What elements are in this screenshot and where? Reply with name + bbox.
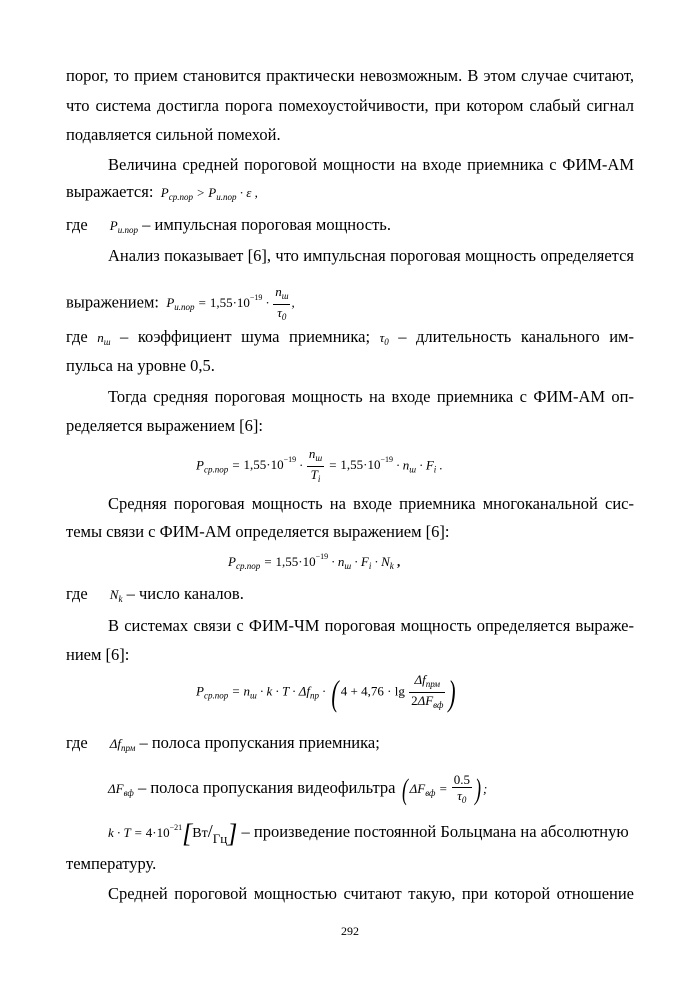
text-line: Величина средней пороговой мощности на входе приемника с ФИМ-АМ <box>108 155 634 174</box>
inline-formula: $\Delta f_{прм}$ <box>109 736 136 753</box>
text-line: Средней пороговой мощностью считают такую, при которой отношение <box>108 884 634 903</box>
formula-line <box>108 818 634 849</box>
formula-line <box>66 584 634 609</box>
inline-formula: $P_{и.пор}$ <box>109 218 138 235</box>
text-fragment: – длительность канального им- <box>398 327 634 346</box>
formula-line <box>66 327 634 352</box>
text-line: Анализ показывает [6], что импульсная пороговая мощность определяется <box>108 246 634 265</box>
text-fragment: – полоса пропускания видеофильтра <box>137 777 396 797</box>
text-line: порог, то прием становится практически невозможным. В этом случае считают, <box>66 66 634 85</box>
text-fragment: – число каналов. <box>126 584 244 603</box>
text-fragment: – импульсная пороговая мощность. <box>142 215 391 234</box>
text-line: Средняя пороговая мощность на входе приемника многоканальной сис- <box>108 494 634 513</box>
text-fragment: выражением: <box>66 292 159 312</box>
display-formula: $P_{ср.пор} = 1,55\cdot 10^{-19}$ · $\frac{n_ш}{T_i}$ = $1,55\cdot 10^{-19} \cdot n_ш \cdot F_i$ . <box>196 446 443 484</box>
formula-line <box>66 182 634 207</box>
text-fragment: где <box>66 327 88 346</box>
display-formula: $P_{ср.пор} = 1,55\cdot 10^{-19} \cdot n_ш \cdot F_i \cdot N_k$ , <box>228 552 401 571</box>
text-fragment: где <box>66 215 88 234</box>
text-line: пульса на уровне 0,5. <box>66 356 215 375</box>
inline-formula: $n_ш$ <box>97 330 111 347</box>
text-fragment: – полоса пропускания приемника; <box>139 733 380 752</box>
formula-line <box>66 284 634 325</box>
text-line: Тогда средняя пороговая мощность на входе приемника с ФИМ-АМ оп- <box>108 387 634 406</box>
inline-formula: ( $\Delta F_{вф}$ = $\frac{0.5}{\tau_0}$ ) ; <box>401 772 488 806</box>
display-formula: $P_{ср.пор} = n_ш \cdot k \cdot T \cdot \Delta f_{пр}$ · ( 4 + 4,76 · lg $\frac{\Delta f_{прм}}{2\Delta F_{вф}}$ ) <box>196 672 457 713</box>
inline-formula: $k \cdot T = 4\cdot 10^{-21}[Вт/Гц]$ <box>108 819 238 849</box>
text-line: температуру. <box>66 854 157 873</box>
inline-formula: $P_{и.пор} = 1,55\cdot 10^{-19}$ · $\frac{n_ш}{\tau_0}$ , <box>163 284 295 322</box>
text-line: нием [6]: <box>66 645 130 664</box>
text-line: что система достигла порога помехоустойчивости, при котором слабый сигнал <box>66 96 634 115</box>
text-fragment: выражается: <box>66 182 154 201</box>
text-fragment: – произведение постоянной Больцмана на абсолютную <box>241 822 629 841</box>
text-line: подавляется сильной помехой. <box>66 125 281 144</box>
inline-formula: $P_{ср.пор} > P_{и.пор} \cdot \varepsilon$ , <box>157 185 258 202</box>
formula-line <box>108 772 634 808</box>
page-number: 292 <box>341 924 359 938</box>
text-line: В системах связи с ФИМ-ЧМ пороговая мощность определяется выраже- <box>108 616 634 635</box>
text-fragment: – коэффициент шума приемника; <box>120 327 371 346</box>
formula-line <box>66 215 634 240</box>
text-line: ределяется выражением [6]: <box>66 416 264 435</box>
text-line: темы связи с ФИМ-АМ определяется выражением [6]: <box>66 522 450 541</box>
inline-formula: $N_k$ <box>109 587 123 604</box>
text-fragment: где <box>66 733 88 752</box>
inline-formula: $\Delta F_{вф}$ <box>108 780 134 798</box>
formula-line <box>66 733 634 758</box>
text-fragment: где <box>66 584 88 603</box>
inline-formula: $\tau_0$ <box>379 330 389 347</box>
